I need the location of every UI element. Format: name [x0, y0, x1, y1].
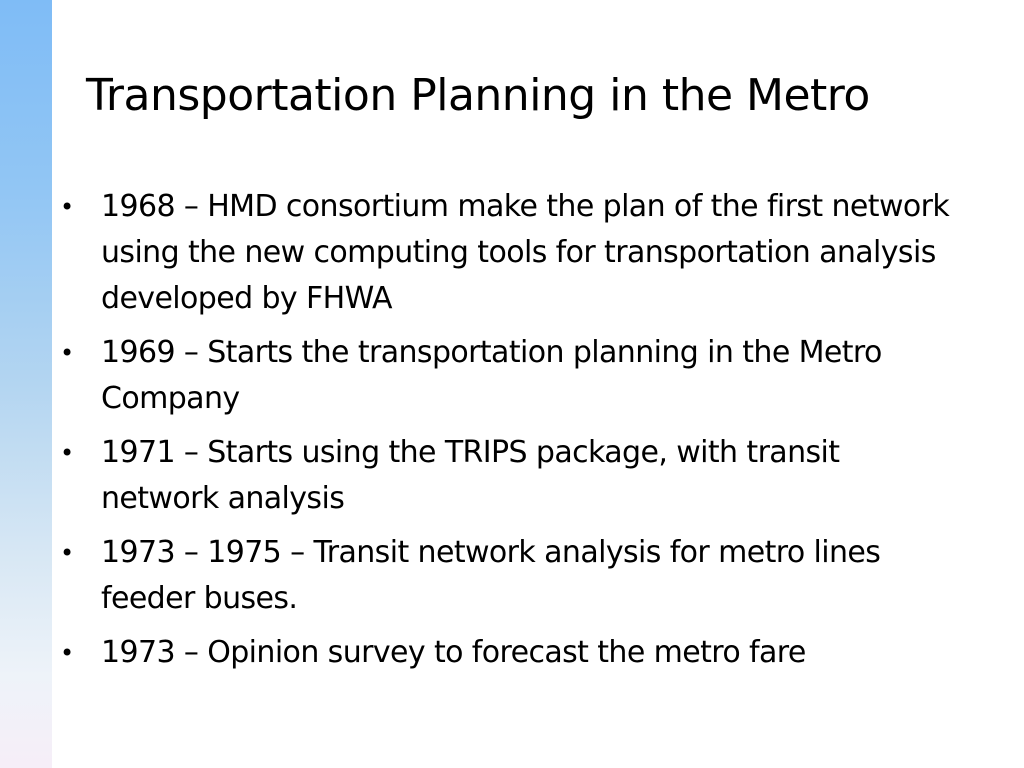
- bullet-text: 1973 – 1975 – Transit network analysis for metro lines feeder buses.: [101, 535, 881, 616]
- bullet-item-1971: [60, 430, 960, 522]
- bullet-text: 1973 – Opinion survey to forecast the metro fare: [101, 635, 806, 670]
- bullet-text: 1969 – Starts the transportation planning in the Metro Company: [101, 335, 882, 416]
- bullet-item-1973: [60, 630, 960, 676]
- bullet-icon: •: [60, 439, 75, 467]
- bullet-text: 1968 – HMD consortium make the plan of the first network using the new computing tools for transportation analysis developed by FHWA: [101, 189, 950, 316]
- bullet-icon: •: [60, 539, 75, 567]
- bullet-text: 1971 – Starts using the TRIPS package, with transit network analysis: [101, 435, 840, 516]
- bullet-item-1969: [60, 330, 960, 422]
- bullet-icon: •: [60, 639, 75, 667]
- bullet-item-1968: [60, 184, 960, 322]
- bullet-icon: •: [60, 193, 75, 221]
- bullet-icon: •: [60, 339, 75, 367]
- slide-title: Transportation Planning in the Metro: [86, 70, 870, 121]
- decorative-side-bar: [0, 0, 52, 768]
- bullet-item-1973-1975: [60, 530, 960, 622]
- bullet-list: [60, 184, 960, 684]
